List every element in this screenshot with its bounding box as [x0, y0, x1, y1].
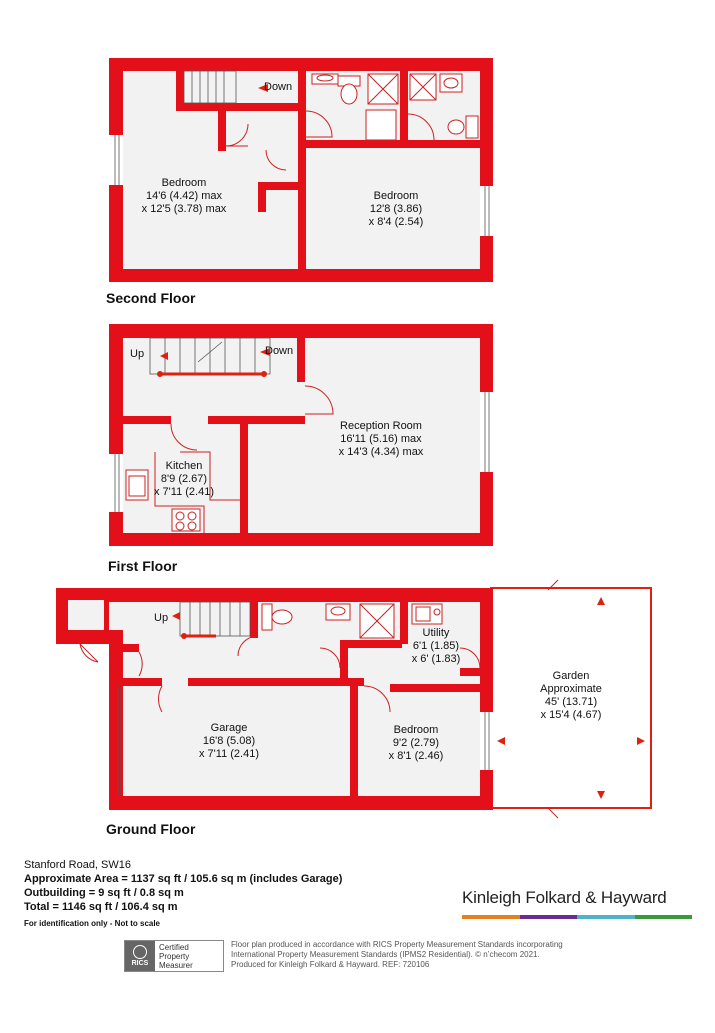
room-name: Garage [210, 722, 248, 734]
brand-bar-segment [520, 915, 578, 919]
second-floor-down-label: Down [264, 81, 293, 93]
brand-color-bar [462, 915, 692, 919]
second-floor-title: Second Floor [106, 290, 196, 306]
room-dimension: x 12'5 (3.78) max [141, 203, 227, 215]
ground-floor-title: Ground Floor [106, 821, 196, 837]
total-area: Total = 1146 sq ft / 106.4 sq m [24, 901, 178, 913]
rics-badge-text [155, 943, 193, 970]
room-dimension: x 7'11 (2.41) [154, 486, 214, 498]
badge-line: Certified [159, 942, 189, 952]
room-dimension: x 6' (1.83) [411, 653, 461, 665]
first-floor-reception-room [339, 420, 424, 458]
first-floor-up-label: Up [130, 348, 145, 360]
room-dimension: 16'11 (5.16) max [340, 433, 422, 445]
room-dimension: 45' (13.71) [544, 696, 598, 708]
disclaimer-line: Produced for Kinleigh Folkard & Hayward. REF: 720106 [231, 960, 430, 969]
room-dimension: 6'1 (1.85) [412, 640, 460, 652]
area-summary [24, 858, 342, 931]
first-floor-title: First Floor [108, 558, 178, 574]
room-dimension: 8'9 (2.67) [160, 473, 208, 485]
outbuilding-area: Outbuilding = 9 sq ft / 0.8 sq m [24, 887, 184, 899]
identification-note: For identification only - Not to scale [24, 919, 161, 928]
brand-bar-segment [462, 915, 520, 919]
agent-brand [462, 888, 692, 919]
second-floor-plan [106, 58, 493, 306]
room-name: Bedroom [373, 190, 419, 202]
ground-floor-up-label: Up [154, 612, 169, 624]
brand-bar-segment [577, 915, 635, 919]
room-dimension: x 8'4 (2.54) [368, 216, 424, 228]
disclaimer [231, 940, 591, 970]
room-name: Garden [552, 670, 590, 682]
room-dimension: 14'6 (4.42) max [145, 190, 223, 202]
first-floor-plan [108, 324, 493, 574]
address: Stanford Road, SW16 [24, 859, 132, 871]
brand-bar-segment [635, 915, 693, 919]
first-floor-down-label: Down [265, 345, 294, 357]
room-name: Utility [422, 627, 450, 639]
room-name: Bedroom [161, 177, 207, 189]
room-name: Bedroom [393, 724, 439, 736]
room-dimension: 12'8 (3.86) [369, 203, 423, 215]
room-dimension: x 8'1 (2.46) [388, 750, 444, 762]
room-name: Reception Room [340, 420, 422, 432]
room-dimension: 9'2 (2.79) [392, 737, 440, 749]
rics-logo-text: RICS [131, 960, 149, 967]
badge-line: Property [159, 951, 190, 961]
ground-floor-bedroom [389, 724, 444, 762]
agent-logo-text: Kinleigh Folkard & Hayward [462, 888, 667, 907]
room-dimension: x 15'4 (4.67) [540, 709, 602, 721]
rics-badge [124, 940, 224, 972]
disclaimer-line: Floor plan produced in accordance with RICS Property Measurement Standards incorporating [231, 940, 563, 949]
approximate-area: Approximate Area = 1137 sq ft / 105.6 sq m (includes Garage) [24, 873, 343, 885]
badge-line: Measurer [159, 960, 193, 970]
room-dimension: x 7'11 (2.41) [199, 748, 259, 760]
room-dimension: 16'8 (5.08) [202, 735, 256, 747]
globe-icon [133, 945, 147, 959]
ground-floor-plan [56, 580, 651, 837]
room-name: Kitchen [165, 460, 203, 472]
room-dimension: Approximate [540, 683, 602, 695]
second-floor-bedroom-2 [369, 190, 424, 228]
room-dimension: x 14'3 (4.34) max [338, 446, 424, 458]
disclaimer-line: International Property Measurement Standards (IPMS2 Residential). © n’checom 2021. [231, 950, 540, 959]
rics-logo [125, 941, 155, 971]
